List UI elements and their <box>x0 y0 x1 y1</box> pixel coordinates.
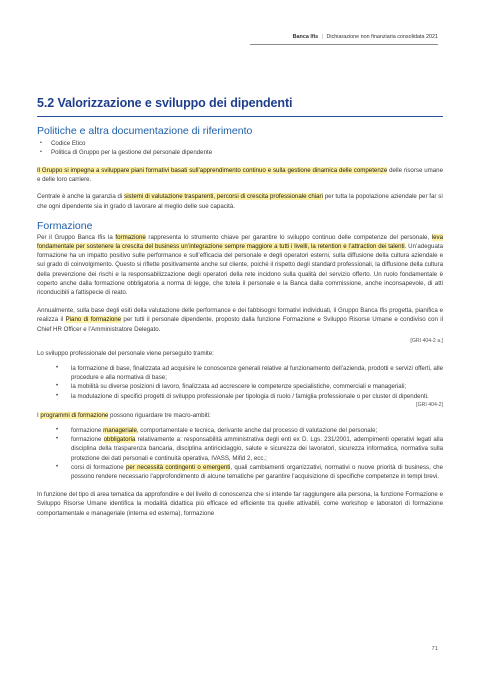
header-separator: | <box>321 34 324 40</box>
list-item <box>37 392 443 401</box>
sviluppo-list <box>37 364 443 401</box>
paragraph-evaluation <box>37 192 443 210</box>
policies-heading: Politiche e altra documentazione di riferimento <box>37 125 253 137</box>
header-doc-title: Dichiarazione non finanziaria consolidata 2021 <box>326 34 438 40</box>
text-run: possono riguardare tre macro-ambiti: <box>108 411 211 419</box>
gri-reference: [GRI 404-2] <box>416 401 443 408</box>
text-run: formazione <box>71 436 104 444</box>
bullet-icon: • <box>56 436 59 443</box>
text-run: I <box>37 411 41 419</box>
text-run: formazione <box>71 427 104 435</box>
highlight: leva fondamentale per sostenere la crescita del business un’integrazione sempre maggiore a tutti i livelli, la retention e l’attraction dei talenti <box>37 233 443 251</box>
bullet-icon: • <box>56 392 59 399</box>
page-header <box>293 34 438 40</box>
bullet-icon: • <box>56 427 59 434</box>
list-item <box>37 148 443 157</box>
page-content <box>37 96 443 518</box>
highlight: sistemi di valutazione trasparenti, percorsi di crescita professionale chiari <box>124 193 323 201</box>
bullet-icon: • <box>40 149 42 155</box>
bullet-icon: • <box>40 140 42 146</box>
highlight: Il Gruppo si impegna a sviluppare piani formativi basati sull’apprendimento continuo e sulla gestione dinamica delle competenze <box>37 167 388 174</box>
text-run: per tutti il personale dipendente, proposto dalla funzione Formazione e Sviluppo Risorse Umane e condiviso con il Chief HR Officer e l’Amministratore Delegato. <box>37 316 443 333</box>
header-rule <box>250 44 438 45</box>
paragraph-programmi <box>37 411 443 420</box>
paragraph-sviluppo: Lo sviluppo professionale del personale viene perseguito tramite: <box>37 349 214 357</box>
text-run: delle risorse umane e delle loro carriere. <box>37 167 443 184</box>
list-item <box>37 426 443 435</box>
highlight: formazione <box>115 233 146 241</box>
section-title-rule <box>37 116 443 117</box>
highlight: per necessità contingenti o emergenti <box>125 463 231 471</box>
list-item <box>37 364 443 382</box>
policies-list <box>37 139 443 157</box>
bullet-icon: • <box>56 383 59 390</box>
text-run: , comportamentale e tecnica, derivante anche dal processo di valutazione del personale; <box>136 427 378 435</box>
gri-reference: [GRI 404-2 a.] <box>410 337 443 344</box>
page-number: 71 <box>431 646 438 652</box>
list-item-text: Politica di Gruppo per la gestione del personale dipendente <box>51 149 213 156</box>
paragraph-formazione-intro <box>37 233 443 297</box>
list-item <box>37 139 443 148</box>
list-item-text: Codice Etico <box>51 140 86 147</box>
list-item-text: la mobilità su diverse posizioni di lavoro, finalizzata ad accrescere le competenze specialistiche, commerciali e manageriali; <box>71 383 407 391</box>
section-title: 5.2 Valorizzazione e sviluppo dei dipendenti <box>37 96 293 110</box>
text-run: Centrale è anche la garanzia di <box>37 193 125 201</box>
header-brand: Banca Ifis <box>292 34 319 40</box>
list-item-text: la modulazione di specifici progetti di sviluppo professionale per tipologia di ruolo / famiglia professionale o per cluster di dipendenti. <box>71 392 429 400</box>
text-run: per tutta la popolazione aziendale per far sì che ogni dipendente sia in grado di lavorare al meglio delle sue capacità. <box>37 193 443 210</box>
formazione-heading: Formazione <box>37 219 93 232</box>
list-item <box>37 382 443 391</box>
highlight: manageriale <box>103 427 137 435</box>
text-run: . Un’adeguata formazione ha un impatto positivo sulle performance e sull’efficacia del personale e degli operatori esterni, sulla diffusione della cultura aziendale e sul grado di coinvolgimento. Questo si riflette positivamente anche sul cliente, poiché il rispetto degli standard professionali, la diffusione della cultura della prevenzione dei rischi e la responsabilizzazione degli operatori della rete incidono sulla qualità del servizio offerto. Un ruolo fondamentale è coperto anche dalla formazione obbligatoria a norma di legge, che tutela il personale e la Banca dalla commissione, anche inconsapevole, di atti riconducibili a fattispecie di reato. <box>37 243 443 297</box>
paragraph-commitment <box>37 166 443 184</box>
text-run: corsi di formazione <box>71 463 126 471</box>
programmi-list <box>37 426 443 481</box>
text-run: rappresenta lo strumento chiave per garantire lo sviluppo continuo delle competenze del personale, <box>145 233 432 241</box>
paragraph-modalita: In funzione del tipo di area tematica da approfondire e del livello di conoscenza che si intende far raggiungere alla persona, la funzione Formazione e Sviluppo Risorse Umane identifica la modalità didattica più efficace ed efficiente tra quelle attivabili, come workshop e laboratori di formazione comportamentale e manageriale (interna ed esterna), formazione <box>37 491 443 517</box>
list-item-text: la formazione di base, finalizzata ad acquisire le conoscenze generali relative al funzionamento dell’azienda, prodotti e servizi offerti, alle procedure e alla normativa di base; <box>71 365 443 382</box>
list-item <box>37 435 443 463</box>
bullet-icon: • <box>56 365 59 372</box>
text-run: Annualmente, sulla base degli esiti della valutazione delle performance e dei fabbisogni formativi individuati, il Gruppo Banca Ifis progetta, pianifica e realizza il <box>37 307 443 324</box>
highlight: programmi di formazione <box>40 411 109 419</box>
highlight: obbligatoria <box>103 436 136 444</box>
text-run: relativamente a: responsabilità amministrativa degli enti ex D. Lgs. 231/2001, adempimenti operativi legati alla disciplina della trasparenza bancaria, disciplina antiriciclaggio, salute e sicurezza dei lavoratori, sicurezza informatica, normativa sulla protezione dei dati personali e continuità operativa, IVASS, Mifid 2, ecc.; <box>71 436 443 462</box>
bullet-icon: • <box>56 463 59 470</box>
paragraph-piano <box>37 306 443 334</box>
highlight: Piano di formazione <box>65 316 122 324</box>
list-item <box>37 463 443 481</box>
text-run: , quali cambiamenti organizzativi, normativi o nuove priorità di business, che possono rendere necessario l’approfondimento di alcune tematiche per garantire l’acquisizione di specifiche competenze in tempi brevi. <box>71 463 443 481</box>
text-run: Per il Gruppo Banca Ifis la <box>37 233 116 241</box>
